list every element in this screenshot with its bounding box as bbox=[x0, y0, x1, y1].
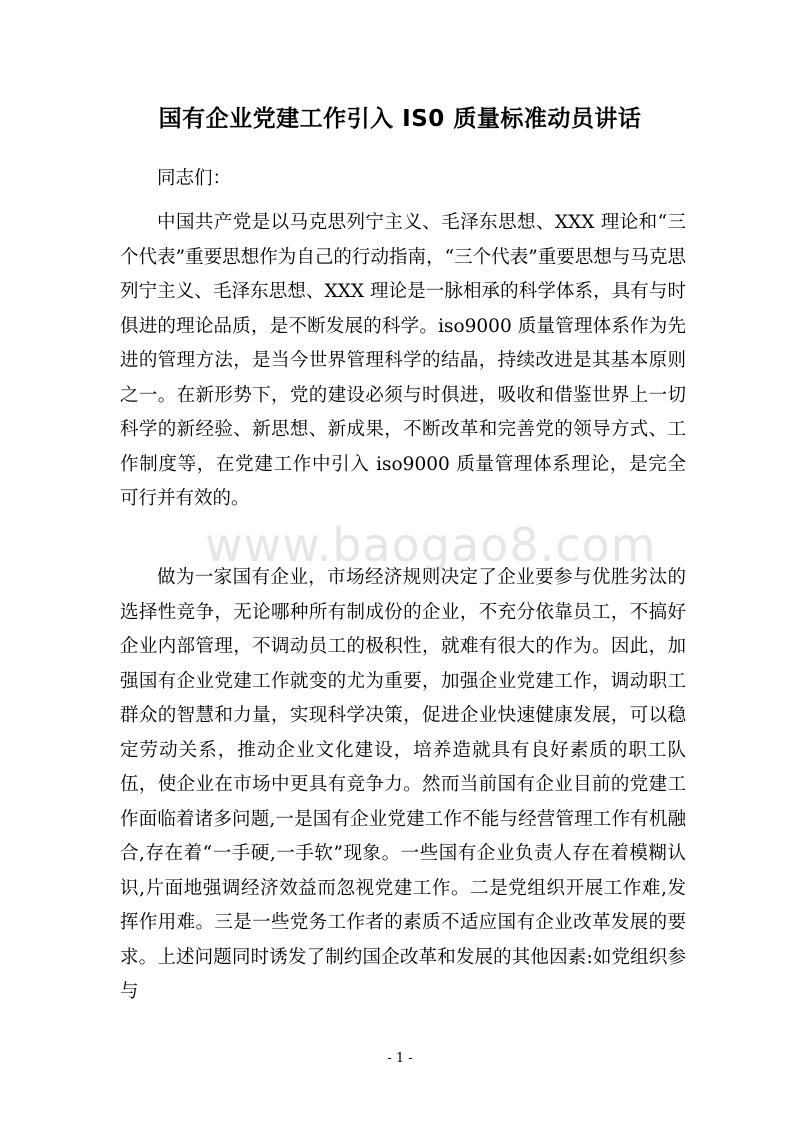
page-number: - 1 - bbox=[387, 1051, 413, 1066]
document-title: 国有企业党建工作引入 IS0 质量标准动员讲话 bbox=[158, 106, 642, 132]
watermark: www.baogao8.com bbox=[205, 518, 657, 572]
paragraph-1: 中国共产党是以马克思列宁主义、毛泽东思想、XXX 理论和“三个代表”重要思想作为自己的行动指南，“三个代表”重要思想与马克思列宁主义、毛泽东思想、XXX 理论是一脉相承的科学体系，具有与时俱进的理论品质，是不断发展的科学。iso9000 质量管理体系作为先进的管理方法，是当今世界管理科学的结晶，持续改进是其基本原则之一。在新形势下，党的建设必须与时俱进，吸收和借鉴世界上一切科学的新经验、新思想、新成果，不断改革和完善党的领导方式、工作制度等，在党建工作中引入 iso9000 质量管理体系理论，是完全可行并有效的。 bbox=[120, 212, 686, 509]
greeting: 同志们： bbox=[157, 168, 232, 189]
paragraph-2: 做为一家国有企业，市场经济规则决定了企业要参与优胜劣汰的选择性竞争，无论哪种所有制成份的企业，不充分依靠员工，不搞好企业内部管理，不调动员工的极积性，就难有很大的作为。因此，加强国有企业党建工作就变的尤为重要，加强企业党建工作，调动职工群众的智慧和力量，实现科学决策，促进企业快速健康发展，可以稳定劳动关系，推动企业文化建设，培养造就具有良好素质的职工队伍，使企业在市场中更具有竞争力。然而当前国有企业目前的党建工作面临着诸多问题,一是国有企业党建工作不能与经营管理工作有机融合,存在着“一手硬,一手软”现象。一些国有企业负责人存在着模糊认识,片面地强调经济效益而忽视党建工作。二是党组织开展工作难,发挥作用难。三是一些党务工作者的素质不适应国有企业改革发展的要求。上述问题同时诱发了制约国企改革和发展的其他因素:如党组织参与 bbox=[120, 567, 686, 1002]
